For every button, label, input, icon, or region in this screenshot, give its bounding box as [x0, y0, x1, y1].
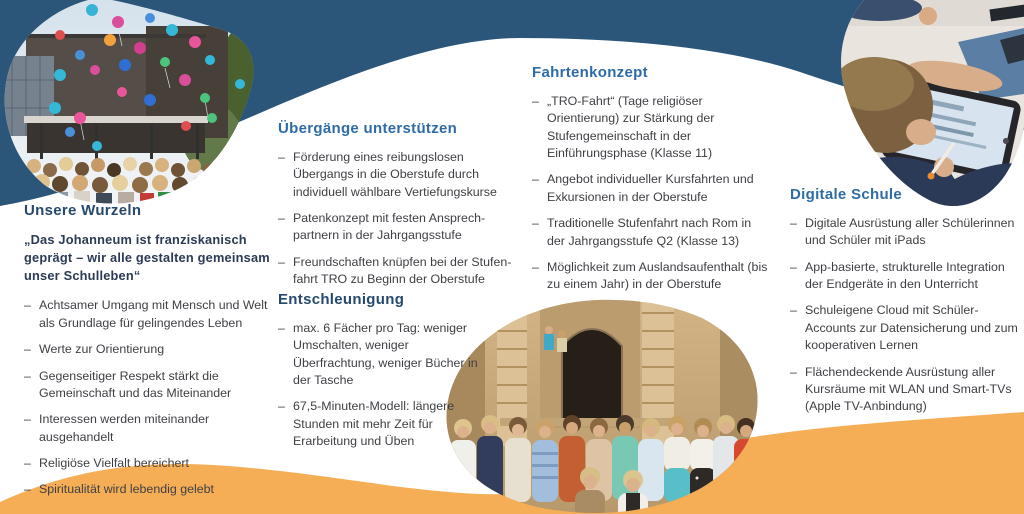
list-item: – Interessen werden miteinander ausgehandelt: [24, 411, 276, 446]
section-title-unsere-wurzeln: Unsere Wurzeln: [24, 202, 142, 219]
list-item: – 67,5-Minuten-Modell: längere Stunden mit mehr Zeit für Erarbeitung und Üben: [278, 398, 492, 450]
list-item: – Freundschaften knüpfen bei der Stufenfahrt TRO zu Beginn der Oberstufe: [278, 254, 514, 289]
uebergaenge-list: [278, 149, 514, 289]
list-item: – Werte zur Orientierung: [24, 341, 276, 358]
list-item: – Traditionelle Stufenfahrt nach Rom in der Jahrgangsstufe Q2 (Klasse 13): [532, 215, 772, 250]
section-uebergaenge-unterstuetzen: [278, 120, 514, 298]
section-digitale-schule: [790, 186, 1024, 425]
list-item: – „TRO-Fahrt“ (Tage religiöser Orientierung) zur Stärkung der Stufengemeinschaft in der Einführungsphase (Klasse 11): [532, 93, 772, 162]
list-item: – Schuleigene Cloud mit Schüler-Accounts zur Datensicherung und zum kooperativen Lernen: [790, 302, 1024, 354]
digital-list: [790, 215, 1024, 416]
section-entschleunigung: [278, 291, 492, 460]
list-item: – Gegenseitiger Respekt stärkt die Gemeinschaft und das Miteinander: [24, 368, 276, 403]
list-item: – App-basierte, strukturelle Integration der Endgeräte in den Unterricht: [790, 259, 1024, 294]
list-item: – Spiritualität wird lebendig gelebt: [24, 481, 276, 498]
list-item: – max. 6 Fächer pro Tag: weniger Umschalten, weniger Überfrachtung, weniger Bücher in der Tasche: [278, 320, 492, 389]
list-item: – Digitale Ausrüstung aller Schülerinnen und Schüler mit iPads: [790, 215, 1024, 250]
list-item: – Förderung eines reibungslosen Übergangs in die Oberstufe durch individuell wählbare Vertiefungskurse: [278, 149, 514, 201]
list-item: – Angebot individueller Kursfahrten und Exkursionen in der Oberstufe: [532, 171, 772, 206]
section-fahrtenkonzept: [532, 64, 772, 303]
entschleunigung-list: [278, 320, 492, 451]
section-title-entschleunigung: Entschleunigung: [278, 291, 405, 308]
section-title-uebergaenge: Übergänge unterstützen: [278, 120, 458, 137]
list-item: – Möglichkeit zum Auslandsaufenthalt (bis zu einem Jahr) in der Oberstufe: [532, 259, 772, 294]
fahrten-list: [532, 93, 772, 294]
list-item: – Patenkonzept mit festen Ansprechpartnern in der Jahrgangsstufe: [278, 210, 514, 245]
wurzeln-list: [24, 297, 276, 498]
section-title-digitale-schule: Digitale Schule: [790, 186, 903, 203]
list-item: – Achtsamer Umgang mit Mensch und Welt als Grundlage für gelingendes Leben: [24, 297, 276, 332]
list-item: – Flächendeckende Ausrüstung aller Kursräume mit WLAN und Smart-TVs (Apple TV-Anbindung): [790, 364, 1024, 416]
school-quote: „Das Johanneum ist franziskanisch geprägt – wir alle gestalten gemeinsam unser Schulleben“: [24, 232, 270, 284]
section-unsere-wurzeln: [24, 202, 276, 508]
list-item: – Religiöse Vielfalt bereichert: [24, 455, 276, 472]
section-title-fahrtenkonzept: Fahrtenkonzept: [532, 64, 648, 81]
